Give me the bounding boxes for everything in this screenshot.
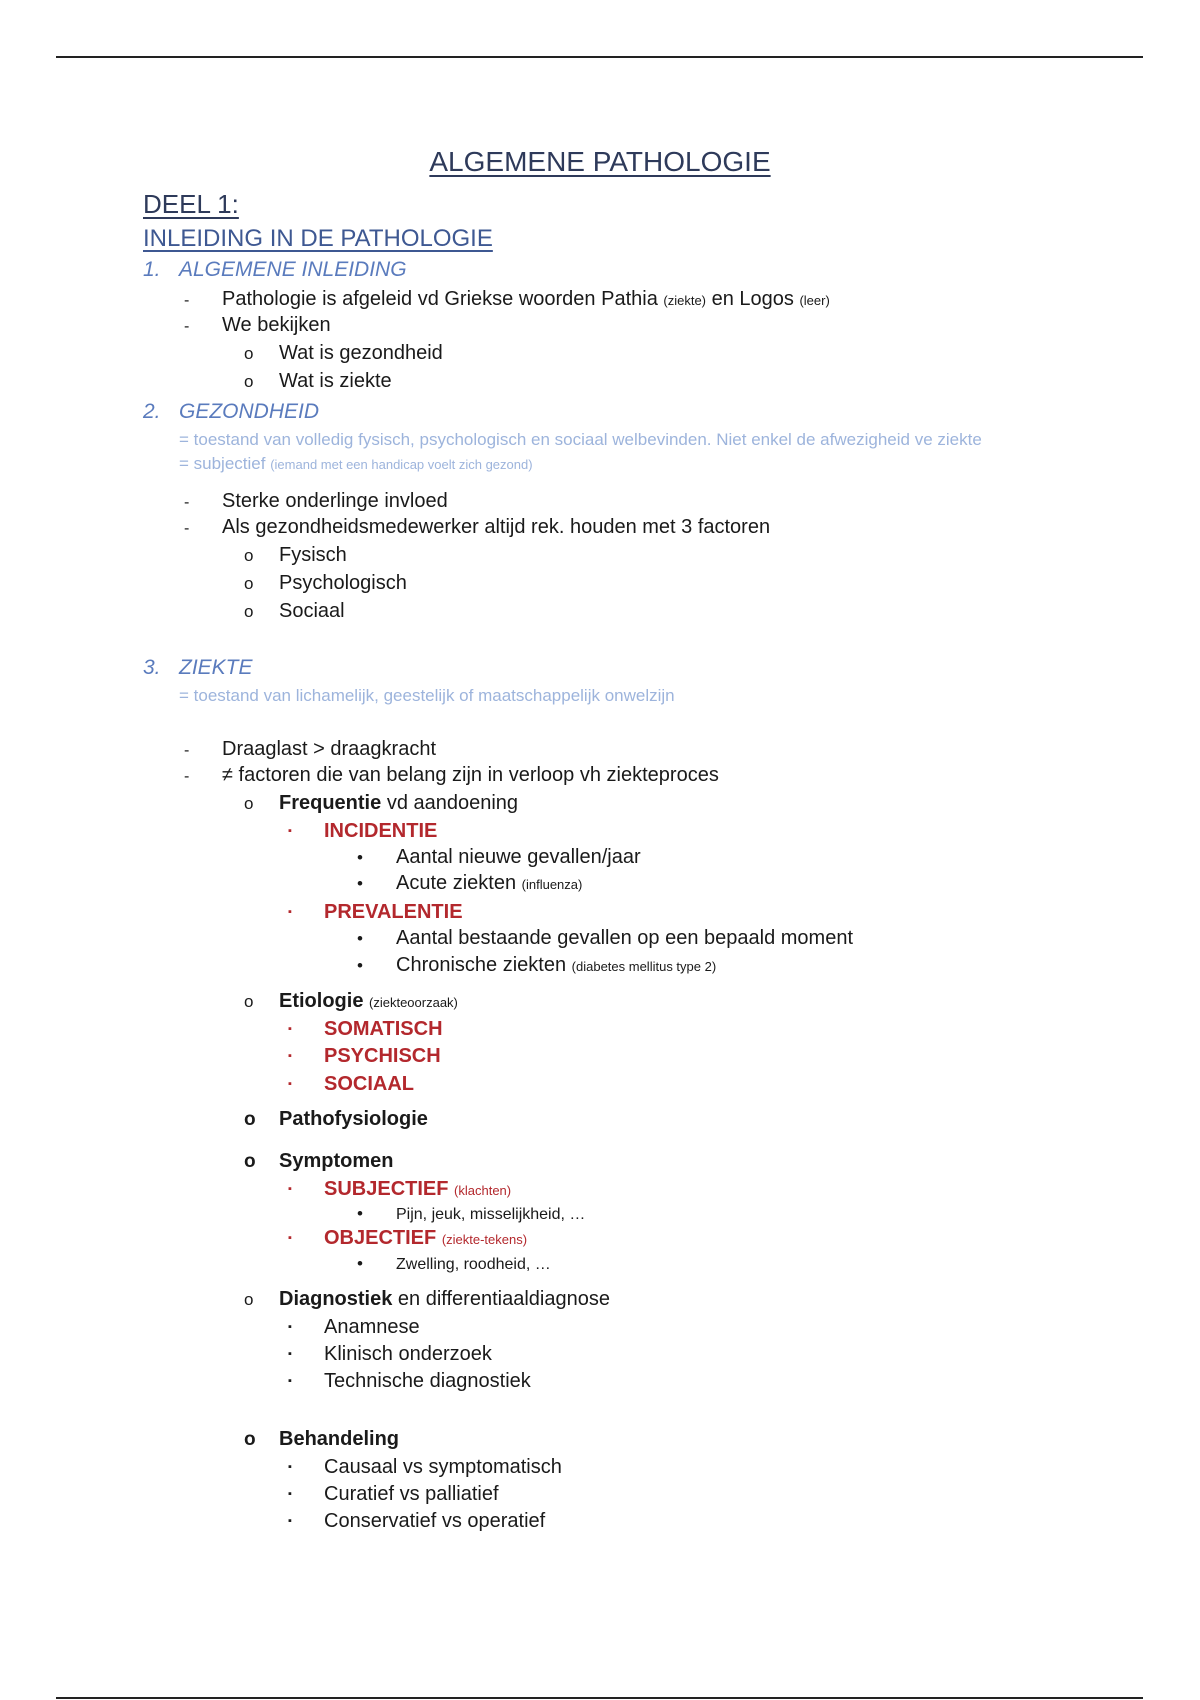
list-item (357, 954, 716, 977)
square-bullet-icon: ▪ (288, 1461, 292, 1473)
dot-bullet-icon: • (357, 929, 363, 948)
square-bullet-icon: ▪ (288, 1183, 292, 1195)
section-number: 3. (143, 656, 161, 679)
item-note: (leer) (799, 293, 830, 308)
item-text: Anamnese (324, 1316, 420, 1338)
list-item (184, 288, 830, 311)
list-item (244, 1150, 393, 1173)
list-item (244, 1288, 610, 1311)
list-item (357, 1204, 585, 1224)
circle-bullet-icon: o (244, 602, 254, 621)
item-text: Pathologie is afgeleid vd Griekse woorden Pathia (222, 288, 658, 310)
circle-bullet-icon: o (244, 344, 254, 363)
list-item (357, 846, 641, 869)
term-label: OBJECTIEF (324, 1227, 437, 1249)
circle-bullet-icon: o (244, 1109, 256, 1130)
section-1-heading (143, 258, 407, 282)
section-title: ALGEMENE INLEIDING (179, 258, 407, 281)
item-text: Pijn, jeuk, misselijkheid, … (396, 1206, 586, 1223)
list-item (288, 1316, 420, 1339)
list-item (288, 1510, 545, 1533)
list-item (288, 1343, 492, 1366)
square-bullet-icon: ▪ (288, 1023, 292, 1035)
document-title: ALGEMENE PATHOLOGIE (429, 146, 771, 177)
list-item (244, 1428, 399, 1451)
definition-note: (iemand met een handicap voelt zich gezond) (270, 457, 533, 472)
dot-bullet-icon: • (357, 1204, 363, 1223)
definition-text (179, 454, 533, 474)
definition-text: = toestand van volledig fysisch, psychologisch en sociaal welbevinden. Niet enkel de afwezigheid ve ziekte (179, 430, 982, 449)
item-text: Draaglast > draagkracht (222, 738, 437, 760)
item-text: vd aandoening (386, 792, 519, 814)
square-bullet-icon: ▪ (288, 1321, 292, 1333)
list-item (244, 342, 443, 365)
item-text: Causaal vs symptomatisch (324, 1456, 562, 1478)
section-3-heading (143, 656, 253, 680)
dash-bullet-icon: - (184, 768, 190, 785)
list-item (357, 1254, 551, 1274)
dash-bullet-icon: - (184, 520, 190, 537)
circle-bullet-icon: o (244, 546, 254, 565)
item-text-bold: Behandeling (279, 1428, 400, 1450)
list-item (184, 516, 770, 539)
dot-bullet-icon: • (357, 1254, 363, 1273)
list-item (244, 544, 347, 567)
circle-bullet-icon: o (244, 1290, 254, 1309)
item-text: Psychologisch (279, 572, 407, 594)
section-title: ZIEKTE (179, 656, 253, 679)
item-text: Zwelling, roodheid, … (396, 1256, 551, 1273)
term-note: (ziekte-tekens) (441, 1232, 528, 1247)
circle-bullet-icon: o (244, 372, 254, 391)
dot-bullet-icon: • (357, 848, 363, 867)
list-item (288, 1178, 511, 1201)
item-text: Fysisch (279, 544, 347, 566)
square-bullet-icon: ▪ (288, 825, 292, 837)
section-2-heading (143, 400, 319, 424)
square-bullet-icon: ▪ (288, 1232, 292, 1244)
list-item (184, 764, 719, 787)
list-item (288, 1073, 414, 1096)
item-text: en differentiaaldiagnose (397, 1288, 610, 1310)
circle-bullet-icon: o (244, 1151, 256, 1172)
square-bullet-icon: ▪ (288, 1375, 292, 1387)
dot-bullet-icon: • (357, 956, 363, 975)
list-item (184, 490, 448, 513)
item-text: Sterke onderlinge invloed (222, 490, 448, 512)
list-item (288, 901, 463, 924)
item-text: Chronische ziekten (396, 954, 567, 976)
list-item (184, 738, 436, 761)
dash-bullet-icon: - (184, 494, 190, 511)
square-bullet-icon: ▪ (288, 1348, 292, 1360)
item-text-bold: Symptomen (279, 1150, 394, 1172)
list-item (244, 600, 345, 623)
item-text-bold: Diagnostiek (279, 1288, 393, 1310)
item-text: Klinisch onderzoek (324, 1343, 492, 1365)
list-item (288, 1045, 441, 1068)
list-item (288, 1483, 499, 1506)
term-label: SUBJECTIEF (324, 1178, 449, 1200)
square-bullet-icon: ▪ (288, 906, 292, 918)
list-item (288, 1370, 531, 1393)
definition-text: = toestand van lichamelijk, geestelijk of maatschappelijk onwelzijn (179, 686, 675, 705)
item-text: Curatief vs palliatief (324, 1483, 499, 1505)
header-rule (56, 56, 1143, 58)
circle-bullet-icon: o (244, 1429, 256, 1450)
square-bullet-icon: ▪ (288, 1515, 292, 1527)
definition-main: = subjectief (179, 454, 266, 473)
item-text: en Logos (711, 288, 794, 310)
term-label: SOCIAAL (324, 1073, 414, 1095)
item-text: Acute ziekten (396, 872, 517, 894)
list-item (244, 572, 407, 595)
part-heading: DEEL 1: (143, 189, 239, 219)
item-note: (ziekteoorzaak) (369, 995, 458, 1010)
list-item (357, 872, 582, 895)
item-text: Als gezondheidsmedewerker altijd rek. houden met 3 factoren (222, 516, 771, 538)
item-note: (diabetes mellitus type 2) (571, 959, 717, 974)
list-item (357, 927, 853, 950)
item-note: (ziekte) (663, 293, 707, 308)
list-item (288, 1456, 562, 1479)
item-text-bold: Pathofysiologie (279, 1108, 428, 1130)
square-bullet-icon: ▪ (288, 1488, 292, 1500)
circle-bullet-icon: o (244, 992, 254, 1011)
list-item (244, 990, 458, 1013)
item-text: Technische diagnostiek (324, 1370, 531, 1392)
item-text: We bekijken (222, 314, 331, 336)
circle-bullet-icon: o (244, 794, 254, 813)
circle-bullet-icon: o (244, 574, 254, 593)
list-item (288, 1227, 527, 1250)
dash-bullet-icon: - (184, 742, 190, 759)
item-text: Aantal nieuwe gevallen/jaar (396, 846, 641, 868)
section-number: 1. (143, 258, 161, 281)
item-text-bold: Frequentie (279, 792, 382, 814)
list-item (184, 314, 331, 337)
list-item (244, 792, 518, 815)
square-bullet-icon: ▪ (288, 1078, 292, 1090)
list-item (288, 1018, 443, 1041)
term-label: SOMATISCH (324, 1018, 443, 1040)
list-item (244, 1108, 428, 1131)
term-note: (klachten) (454, 1183, 512, 1198)
list-item (244, 370, 392, 393)
dot-bullet-icon: • (357, 874, 363, 893)
item-text: Wat is ziekte (279, 370, 392, 392)
item-text: ≠ factoren die van belang zijn in verloop vh ziekteproces (222, 764, 719, 786)
term-label: PSYCHISCH (324, 1045, 441, 1067)
dash-bullet-icon: - (184, 292, 190, 309)
term-label: PREVALENTIE (324, 901, 463, 923)
section-number: 2. (143, 400, 161, 423)
list-item (288, 820, 437, 843)
item-text-bold: Etiologie (279, 990, 364, 1012)
section-title: GEZONDHEID (179, 400, 320, 423)
term-label: INCIDENTIE (324, 820, 438, 842)
item-text: Wat is gezondheid (279, 342, 443, 364)
item-text: Sociaal (279, 600, 345, 622)
part-title-heading: INLEIDING IN DE PATHOLOGIE (143, 225, 493, 252)
item-text: Conservatief vs operatief (324, 1510, 546, 1532)
item-text: Aantal bestaande gevallen op een bepaald moment (396, 927, 854, 949)
square-bullet-icon: ▪ (288, 1050, 292, 1062)
item-note: (influenza) (521, 877, 583, 892)
footer-rule (56, 1697, 1143, 1699)
dash-bullet-icon: - (184, 318, 190, 335)
